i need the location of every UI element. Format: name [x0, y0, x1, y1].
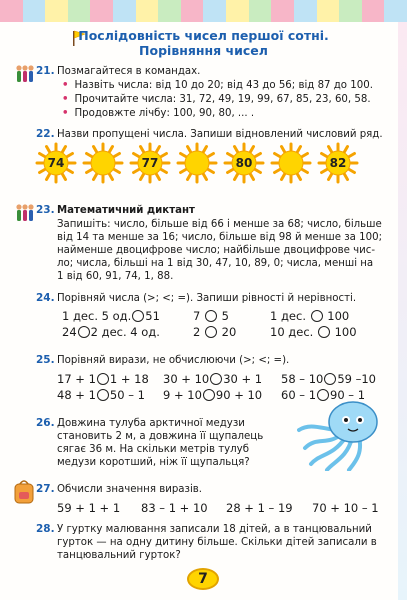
exercise-23-line: від 14 та менше за 16; число, більше від 98 й менше за 100;: [57, 232, 383, 243]
exercise-24-text: Порівняй числа (>; <; =). Запиши рівності й нерівності.: [57, 293, 357, 304]
title-line-1: Послідовність чисел першої сотні.: [78, 28, 329, 43]
backpack-icon: [12, 478, 36, 504]
comparison-pair: [193, 309, 229, 323]
comparison-left: 1 дес.: [270, 309, 306, 323]
exercise-28-number: 28.: [36, 523, 55, 535]
exercise-28-line: гурток — на одну дитину більше. Скільки дітей записали в: [57, 537, 377, 548]
sun-number: 80: [235, 156, 253, 170]
title-line-2: Порівняння чисел: [139, 43, 268, 58]
exercise-25-text: Порівняй вирази, не обчислюючи (>; <; =).: [57, 355, 290, 366]
compare-circle[interactable]: [205, 310, 217, 322]
exercise-23-number: 23.: [36, 204, 55, 216]
comparison-pair: [281, 372, 376, 386]
comparison-pair: [163, 372, 262, 386]
exercise-23-title: Математичний диктант: [57, 205, 195, 216]
comparison-left: 60 – 1: [281, 388, 317, 402]
comparison-right: 51: [145, 309, 160, 323]
compare-circle[interactable]: [324, 373, 336, 385]
comparison-left: 2: [193, 325, 201, 339]
decorative-top-strip: [0, 0, 407, 22]
comparison-right: 30 + 1: [223, 372, 263, 386]
comparison-right: 20: [221, 325, 237, 339]
team-icon: [14, 203, 36, 223]
sun-icon: [176, 142, 218, 184]
exercise-22-text: Назви пропущені числа. Запиши відновлений числовий ряд.: [57, 129, 383, 140]
comparison-left: 30 + 10: [163, 372, 210, 386]
compare-circle[interactable]: [205, 326, 217, 338]
comparison-pair: [163, 388, 262, 402]
compare-circle[interactable]: [318, 326, 330, 338]
expression: 59 + 1 + 1: [57, 501, 121, 515]
exercise-26-line: сягає 36 м. На скільки метрів тулуб: [57, 444, 249, 455]
comparison-right: 90 – 1: [330, 388, 366, 402]
exercise-21-bullet: • Продовжте лічбу: 100, 90, 80, ... .: [62, 107, 254, 120]
comparison-pair: [62, 309, 160, 323]
page-number: 7: [187, 568, 219, 590]
sun-number: 82: [329, 156, 347, 170]
comparison-pair: [57, 372, 149, 386]
compare-circle[interactable]: [311, 310, 323, 322]
sun-icon: [270, 142, 312, 184]
exercise-23-line: ло; числа, більші на 1 від 30, 47, 10, 89, 0; числа, менші на: [57, 258, 374, 269]
comparison-pair: [57, 388, 145, 402]
comparison-right: 59 –10: [337, 372, 377, 386]
exercise-21-number: 21.: [36, 65, 55, 77]
comparison-right: 1 + 18: [109, 372, 149, 386]
expression: 83 – 1 + 10: [141, 501, 208, 515]
comparison-left: 1 дес. 5 од.: [62, 309, 132, 323]
comparison-left: 7: [193, 309, 201, 323]
compare-circle[interactable]: [132, 310, 144, 322]
exercise-23-line: найменше двоцифрове число; найбільше двоцифрове чис-: [57, 245, 376, 256]
exercise-26-number: 26.: [36, 417, 55, 429]
comparison-right: 100: [334, 325, 357, 339]
exercise-27-number: 27.: [36, 483, 55, 495]
comparison-pair: [270, 325, 357, 339]
exercise-26-line: Довжина тулуба арктичної медузи: [57, 418, 245, 429]
sun-icon: [82, 142, 124, 184]
page-title: [0, 28, 407, 58]
exercise-23-line: 1 від 60, 91, 74, 1, 88.: [57, 271, 174, 282]
comparison-left: 24: [62, 325, 77, 339]
comparison-right: 5: [221, 309, 229, 323]
exercise-25-number: 25.: [36, 354, 55, 366]
comparison-pair: [193, 325, 236, 339]
exercise-26-line: становить 2 м, а довжина її щупалець: [57, 431, 264, 442]
jellyfish-illustration: [297, 396, 397, 471]
team-icon: [14, 64, 36, 84]
exercise-21-bullet: • Назвіть числа: від 10 до 20; від 43 до 56; від 87 до 100.: [62, 79, 373, 92]
comparison-left: 10 дес.: [270, 325, 314, 339]
exercise-24-number: 24.: [36, 292, 55, 304]
comparison-right: 50 – 1: [109, 388, 145, 402]
compare-circle[interactable]: [78, 326, 90, 338]
exercise-22-number: 22.: [36, 128, 55, 140]
exercise-21-bullet: • Прочитайте числа: 31, 72, 49, 19, 99, 67, 85, 23, 60, 58.: [62, 93, 371, 106]
comparison-right: 100: [327, 309, 350, 323]
comparison-left: 9 + 10: [163, 388, 202, 402]
comparison-left: 17 + 1: [57, 372, 96, 386]
comparison-pair: [270, 309, 349, 323]
comparison-left: 48 + 1: [57, 388, 96, 402]
compare-circle[interactable]: [97, 373, 109, 385]
exercise-23-line: Запишіть: число, більше від 66 і менше за 68; число, більше: [57, 219, 382, 230]
compare-circle[interactable]: [203, 389, 215, 401]
comparison-left: 58 – 10: [281, 372, 324, 386]
comparison-pair: [62, 325, 160, 339]
comparison-right: 2 дес. 4 од.: [90, 325, 160, 339]
exercise-26-line: медузи коротший, ніж її щупальця?: [57, 457, 250, 468]
sun-number: 77: [141, 156, 159, 170]
exercise-28-line: У гуртку малювання записали 18 дітей, а в танцювальний: [57, 524, 372, 535]
decorative-right-edge: [398, 22, 407, 600]
exercise-21-text: Позмагайтеся в командах.: [57, 66, 201, 77]
sun-number: 74: [47, 156, 65, 170]
expression: 70 + 10 – 1: [312, 501, 379, 515]
expression: 28 + 1 – 19: [226, 501, 293, 515]
comparison-right: 90 + 10: [215, 388, 263, 402]
compare-circle[interactable]: [210, 373, 222, 385]
exercise-27-text: Обчисли значення виразів.: [57, 484, 203, 495]
exercise-28-line: танцювальний гурток?: [57, 550, 181, 561]
compare-circle[interactable]: [97, 389, 109, 401]
